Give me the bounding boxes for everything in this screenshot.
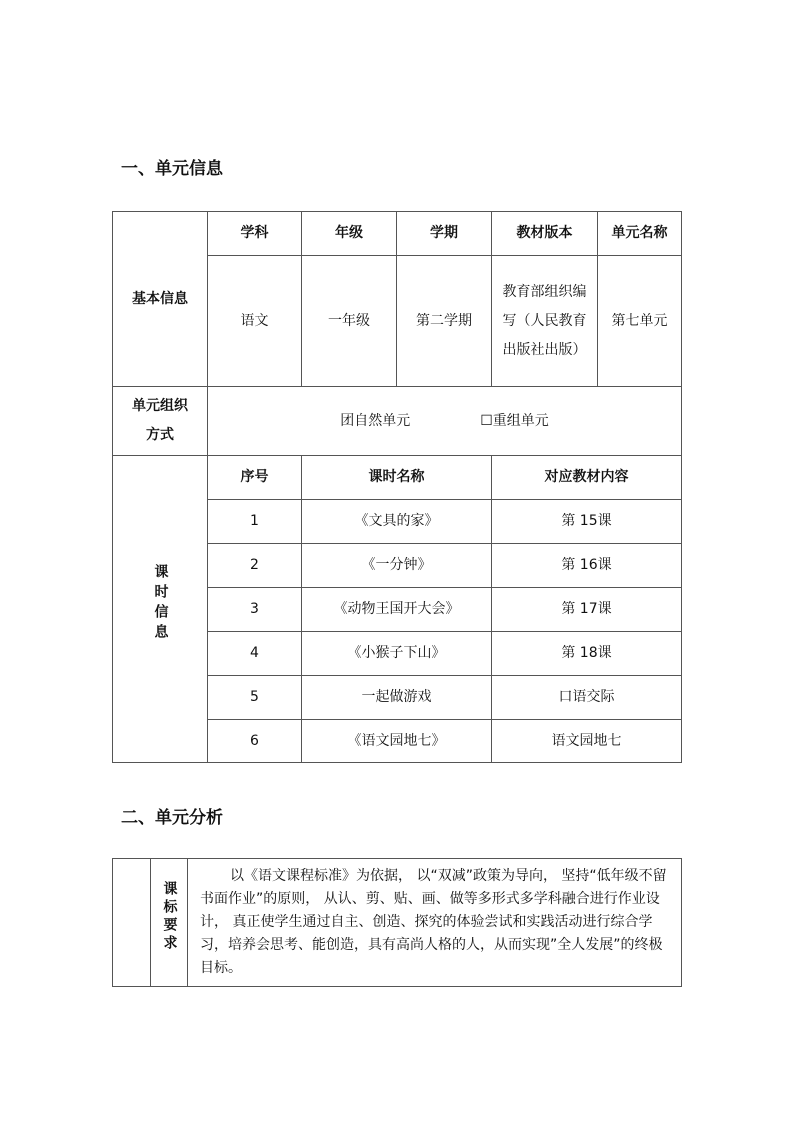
- org-option-regrouped-unit[interactable]: ☐重组单元: [480, 412, 549, 429]
- lesson-content: 语文园地七: [492, 720, 682, 763]
- lesson-content: 口语交际: [492, 676, 682, 720]
- section-title-unit-analysis: 二、单元分析: [121, 808, 223, 828]
- lesson-number: 4: [208, 632, 302, 676]
- standards-text-cell: [188, 859, 682, 987]
- org-option-natural-unit[interactable]: 团自然单元: [340, 412, 411, 429]
- header-semester: 学期: [397, 212, 492, 256]
- lesson-name: 《一分钟》: [302, 544, 492, 588]
- standards-paragraph: 以《语文课程标准》为依据， 以“双减”政策为导向， 坚持“低年级不留书面作业”的原则， 从认、剪、贴、画、做等多形式多学科融合进行作业设计， 真正使学生通过自主、创造、探究的体验尝试和实践活动进行综合学习，培养会思考、能创造，具有高尚人格的人，从而实现”全人发展”的终极目标。: [200, 868, 667, 976]
- header-grade: 年级: [302, 212, 397, 256]
- header-subject: 学科: [208, 212, 302, 256]
- lesson-number: 3: [208, 588, 302, 632]
- lesson-number: 6: [208, 720, 302, 763]
- header-lesson-name: 课时名称: [302, 456, 492, 500]
- value-semester: 第二学期: [397, 256, 492, 387]
- standards-label: [151, 859, 188, 987]
- lesson-info-label-text: 课时信息: [152, 563, 169, 644]
- lesson-number: 5: [208, 676, 302, 720]
- section-title-unit-info: 一、单元信息: [121, 159, 223, 179]
- lesson-number: 1: [208, 500, 302, 544]
- lesson-content: 第 15课: [492, 500, 682, 544]
- value-subject: 语文: [208, 256, 302, 387]
- lesson-name: 《小猴子下山》: [302, 632, 492, 676]
- lesson-content: 第 16课: [492, 544, 682, 588]
- lesson-name: 《动物王国开大会》: [302, 588, 492, 632]
- header-unit-name: 单元名称: [598, 212, 682, 256]
- header-textbook-content: 对应教材内容: [492, 456, 682, 500]
- value-grade: 一年级: [302, 256, 397, 387]
- value-unit-name: 第七单元: [598, 256, 682, 387]
- lesson-info-label: [113, 456, 208, 763]
- unit-info-table: [112, 211, 682, 763]
- value-textbook-edition: 教育部组织编写（人民教育出版社出版）: [492, 256, 598, 387]
- header-textbook-edition: 教材版本: [492, 212, 598, 256]
- org-options: [208, 387, 682, 456]
- unit-analysis-table: [112, 858, 682, 987]
- basic-info-label: 基本信息: [113, 212, 208, 387]
- lesson-name: 《语文园地七》: [302, 720, 492, 763]
- lesson-name: 一起做游戏: [302, 676, 492, 720]
- header-lesson-number: 序号: [208, 456, 302, 500]
- lesson-name: 《文具的家》: [302, 500, 492, 544]
- standards-label-text: 课标要求: [161, 881, 178, 953]
- lesson-content: 第 18课: [492, 632, 682, 676]
- org-label: 单元组织方式: [113, 387, 208, 456]
- lesson-content: 第 17课: [492, 588, 682, 632]
- lesson-number: 2: [208, 544, 302, 588]
- analysis-blank-cell: [113, 859, 151, 987]
